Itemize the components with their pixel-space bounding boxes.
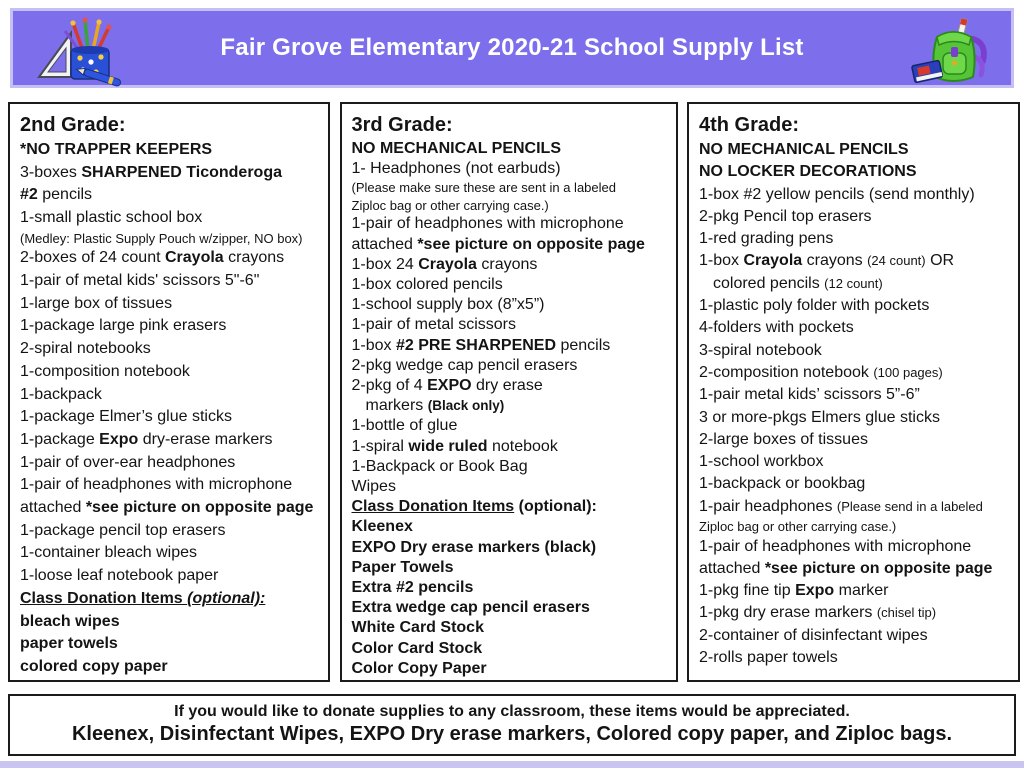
list-item: [352, 139, 668, 159]
list-item: [352, 295, 668, 315]
list-item-text: Ziploc bag or other carrying case.): [351, 197, 549, 213]
donation-items: Kleenex, Disinfectant Wipes, EXPO Dry erase markers, Colored copy paper, and Ziploc bags.: [71, 723, 953, 745]
list-item: [20, 230, 320, 248]
list-item-text: 1-plastic poly folder with pockets: [699, 297, 930, 315]
list-item-text: 1-box #2 yellow pencils (send monthly): [699, 185, 975, 203]
list-item-text: 1-pair of over-ear headphones: [20, 453, 236, 471]
grade-column-3rd: [340, 102, 678, 682]
list-item-text: 1-package Elmer’s glue sticks: [20, 408, 232, 426]
list-item-text: 2-composition notebook: [699, 363, 874, 381]
list-item-text: #2: [20, 186, 38, 204]
list-item: [20, 293, 320, 316]
list-item: [699, 625, 1010, 647]
list-item-text: *NO TRAPPER KEEPERS: [20, 141, 213, 158]
list-item-text: 1- Headphones (not earbuds): [351, 160, 561, 178]
list-item: [352, 437, 668, 457]
list-item-text: (Please make sure these are sent in a labeled: [351, 180, 616, 196]
list-item-text: Expo: [99, 430, 139, 448]
list-item-text: 2-pkg wedge cap pencil erasers: [351, 356, 578, 374]
list-item-text: Ziploc bag or other carrying case.): [699, 519, 897, 535]
list-item: [352, 538, 668, 558]
list-item: [20, 520, 320, 543]
grade-column-4th: [687, 102, 1020, 682]
list-item: [352, 639, 668, 659]
list-item-text: paper towels: [20, 635, 118, 653]
list-item-text: (Medley: Plastic Supply Pouch w/zipper, NO box): [20, 230, 303, 246]
list-item: [352, 336, 668, 356]
list-item-text: #2 PRE SHARPENED: [395, 336, 557, 354]
list-item: [352, 255, 668, 275]
list-item: [699, 536, 1010, 558]
list-item: [699, 602, 1010, 624]
list-item-text: crayons: [223, 249, 285, 267]
list-item: [352, 457, 668, 477]
list-item: [20, 633, 320, 656]
list-item-text: (optional):: [187, 589, 266, 607]
list-item-text: EXPO Dry erase markers (black): [351, 538, 597, 556]
list-item: [699, 451, 1010, 473]
list-item-text: *see picture on opposite page: [85, 499, 314, 517]
list-item-text: 3-spiral notebook: [699, 341, 822, 359]
list-item: [699, 340, 1010, 362]
grade-column-2nd: [8, 102, 330, 682]
list-item-text: 1-large box of tissues: [20, 294, 173, 312]
list-item-text: (100 pages): [873, 364, 943, 380]
list-item: [20, 656, 320, 679]
list-item-text: 2-boxes of 24 count: [20, 249, 165, 267]
list-item: [20, 588, 320, 611]
list-item: [20, 270, 320, 293]
list-item: [352, 275, 668, 295]
list-item-text: 1-backpack or bookbag: [699, 475, 866, 493]
donation-message: If you would like to donate supplies to any classroom, these items would be appreciated.: [174, 703, 850, 720]
list-item: [352, 578, 668, 598]
list-item-text: 1-pair of metal scissors: [351, 316, 516, 334]
list-item-text: dry erase: [471, 377, 543, 395]
list-item: [352, 159, 668, 179]
list-item-text: Expo: [795, 582, 835, 600]
list-item-text: *see picture on opposite page: [764, 559, 993, 577]
list-item-text: crayons: [802, 252, 868, 270]
list-item-text: 3 or more-pkgs Elmers glue sticks: [699, 408, 940, 426]
list-item: [20, 497, 320, 520]
list-item: [699, 295, 1010, 317]
list-item-text: 1-pkg fine tip: [699, 582, 796, 600]
list-item: [352, 618, 668, 638]
list-item: [699, 473, 1010, 495]
list-item: [20, 452, 320, 475]
list-item-text: 2-container of disinfectant wipes: [699, 626, 928, 644]
list-item-text: 1-pair of headphones with microphone: [20, 476, 293, 494]
list-item-text: 1-school workbox: [699, 453, 824, 471]
list-item-text: 1-pair of headphones with microphone: [351, 215, 624, 233]
list-item: [352, 558, 668, 578]
list-item-text: attached: [20, 499, 86, 517]
list-item-text: bleach wipes: [20, 612, 120, 630]
page-title: Fair Grove Elementary 2020-21 School Supply List: [220, 34, 804, 61]
list-item: [352, 235, 668, 255]
list-item-text: crayons: [476, 255, 538, 273]
list-item: [699, 161, 1010, 183]
list-item: [699, 317, 1010, 339]
list-item-text: Crayola: [743, 252, 803, 270]
list-item-text: 1-pair headphones: [699, 497, 837, 515]
list-item: [20, 247, 320, 270]
list-item: [699, 558, 1010, 580]
list-item-text: markers: [365, 397, 428, 415]
list-item-text: Paper Towels: [351, 558, 454, 576]
list-item-text: 4-folders with pockets: [699, 319, 854, 337]
list-item-text: 1-school supply box (8”x5”): [351, 296, 545, 314]
list-item-text: 2-large boxes of tissues: [699, 430, 868, 448]
list-item-text: pencils: [556, 336, 611, 354]
list-item: [699, 429, 1010, 451]
list-item-text: 2-pkg Pencil top erasers: [699, 207, 872, 225]
list-item-text: 2-spiral notebooks: [20, 340, 151, 358]
list-item-text: 1-box colored pencils: [351, 276, 503, 294]
list-item-text: Kleenex: [351, 518, 413, 536]
list-item: [699, 228, 1010, 250]
list-item: [352, 197, 668, 215]
list-item-text: dry-erase markers: [138, 430, 273, 448]
list-item: [20, 139, 320, 162]
list-item-text: 1-container bleach wipes: [20, 544, 197, 562]
list-item: [20, 361, 320, 384]
list-item-text: White Card Stock: [351, 619, 484, 637]
list-item-text: attached: [699, 559, 765, 577]
list-item: [699, 496, 1010, 518]
list-item: [352, 416, 668, 436]
list-item-text: 1-spiral: [351, 437, 409, 455]
list-item: [699, 273, 1010, 295]
list-item-text: Color Card Stock: [351, 639, 483, 657]
list-item-text: NO MECHANICAL PENCILS: [699, 141, 909, 158]
list-item: [352, 598, 668, 618]
grade-columns: [8, 102, 1020, 684]
list-item-text: wide ruled: [408, 437, 488, 455]
list-item: [20, 207, 320, 230]
list-item: [699, 139, 1010, 161]
list-item-text: (24 count): [867, 253, 926, 269]
list-item: [352, 315, 668, 335]
list-item-text: NO LOCKER DECORATIONS: [699, 163, 917, 181]
list-item: [352, 517, 668, 537]
list-item: [699, 206, 1010, 228]
list-item: [699, 184, 1010, 206]
list-item-text: 1-pair of metal kids' scissors 5"-6": [20, 272, 260, 290]
list-item: [352, 659, 668, 679]
list-item-text: 1-bottle of glue: [351, 417, 458, 435]
list-item-text: SHARPENED Ticonderoga: [81, 163, 282, 181]
list-item: [20, 315, 320, 338]
list-item-text: 2-rolls paper towels: [699, 649, 838, 667]
list-item-text: notebook: [487, 437, 558, 455]
list-item-text: Crayola: [164, 249, 224, 267]
list-item-text: (chisel tip): [876, 605, 937, 621]
list-item-text: EXPO: [427, 377, 472, 395]
list-item-text: OR: [925, 252, 955, 270]
list-item-text: marker: [834, 582, 889, 600]
list-item: [20, 162, 320, 185]
list-item-text: 1-red grading pens: [699, 230, 834, 248]
list-item-text: 1-package pencil top erasers: [20, 521, 226, 539]
list-item-text: pencils: [37, 186, 93, 204]
list-item-text: Class Donation Items: [351, 498, 515, 516]
list-item: [352, 356, 668, 376]
list-item-text: Color Copy Paper: [351, 659, 487, 677]
list-item-text: colored copy paper: [20, 657, 168, 675]
list-item-text: 3-boxes: [20, 163, 82, 181]
list-item-text: (Black only): [427, 398, 505, 414]
list-item-text: 2-pkg of 4: [351, 377, 428, 395]
list-item: [20, 184, 320, 207]
list-item: [20, 338, 320, 361]
list-item-text: Extra #2 pencils: [351, 579, 474, 597]
list-item: [699, 250, 1010, 272]
pencil-cup-clipart-icon: [35, 17, 131, 94]
list-item: [352, 376, 668, 396]
list-item-text: Wipes: [351, 478, 396, 496]
list-item-text: 1-box: [699, 252, 744, 270]
list-item-text: 1-package large pink erasers: [20, 317, 227, 335]
list-item-text: attached: [351, 235, 418, 253]
list-item: [699, 362, 1010, 384]
list-item-text: Extra wedge cap pencil erasers: [351, 599, 590, 617]
list-item-text: (optional):: [514, 498, 597, 516]
list-item: [699, 407, 1010, 429]
list-item: [20, 565, 320, 588]
list-item-text: *see picture on opposite page: [417, 235, 645, 253]
header-banner: [10, 8, 1014, 88]
grade-heading: 3rd Grade:: [351, 114, 453, 136]
grade-heading: 2nd Grade:: [20, 114, 126, 136]
list-item-text: colored pencils: [713, 274, 825, 292]
list-item-text: 1-backpack: [20, 385, 102, 403]
list-item: [352, 214, 668, 234]
list-item: [699, 647, 1010, 669]
list-item-text: 1-pair metal kids’ scissors 5”-6”: [699, 386, 920, 404]
bottom-strip: [0, 761, 1024, 768]
list-item: [699, 580, 1010, 602]
list-item-text: 1-pair of headphones with microphone: [699, 537, 972, 555]
list-item: [699, 518, 1010, 536]
backpack-clipart-icon: [911, 17, 995, 94]
list-item-text: 1-Backpack or Book Bag: [351, 457, 528, 475]
list-item-text: 1-loose leaf notebook paper: [20, 567, 219, 585]
list-item: [352, 396, 668, 416]
list-item: [20, 429, 320, 452]
list-item-text: Class Donation Items: [20, 589, 188, 607]
donation-footer: [8, 694, 1016, 756]
list-item: [20, 542, 320, 565]
list-item-text: (12 count): [824, 275, 883, 291]
list-item: [20, 406, 320, 429]
list-item-text: 1-package: [20, 430, 100, 448]
list-item-text: Crayola: [418, 255, 477, 273]
list-item-text: 1-box: [351, 336, 396, 354]
list-item: [352, 497, 668, 517]
list-item-text: 1-pkg dry erase markers: [699, 604, 877, 622]
list-item: [20, 384, 320, 407]
list-item: [20, 474, 320, 497]
list-item-text: 1-composition notebook: [20, 362, 190, 380]
list-item-text: NO MECHANICAL PENCILS: [351, 140, 561, 157]
list-item-text: 1-small plastic school box: [20, 209, 203, 227]
list-item-text: (Please send in a labeled: [836, 498, 983, 514]
list-item-text: 1-box 24: [351, 255, 419, 273]
list-item: [352, 179, 668, 197]
list-item: [699, 384, 1010, 406]
grade-heading: 4th Grade:: [699, 114, 800, 136]
list-item: [20, 611, 320, 634]
list-item: [352, 477, 668, 497]
